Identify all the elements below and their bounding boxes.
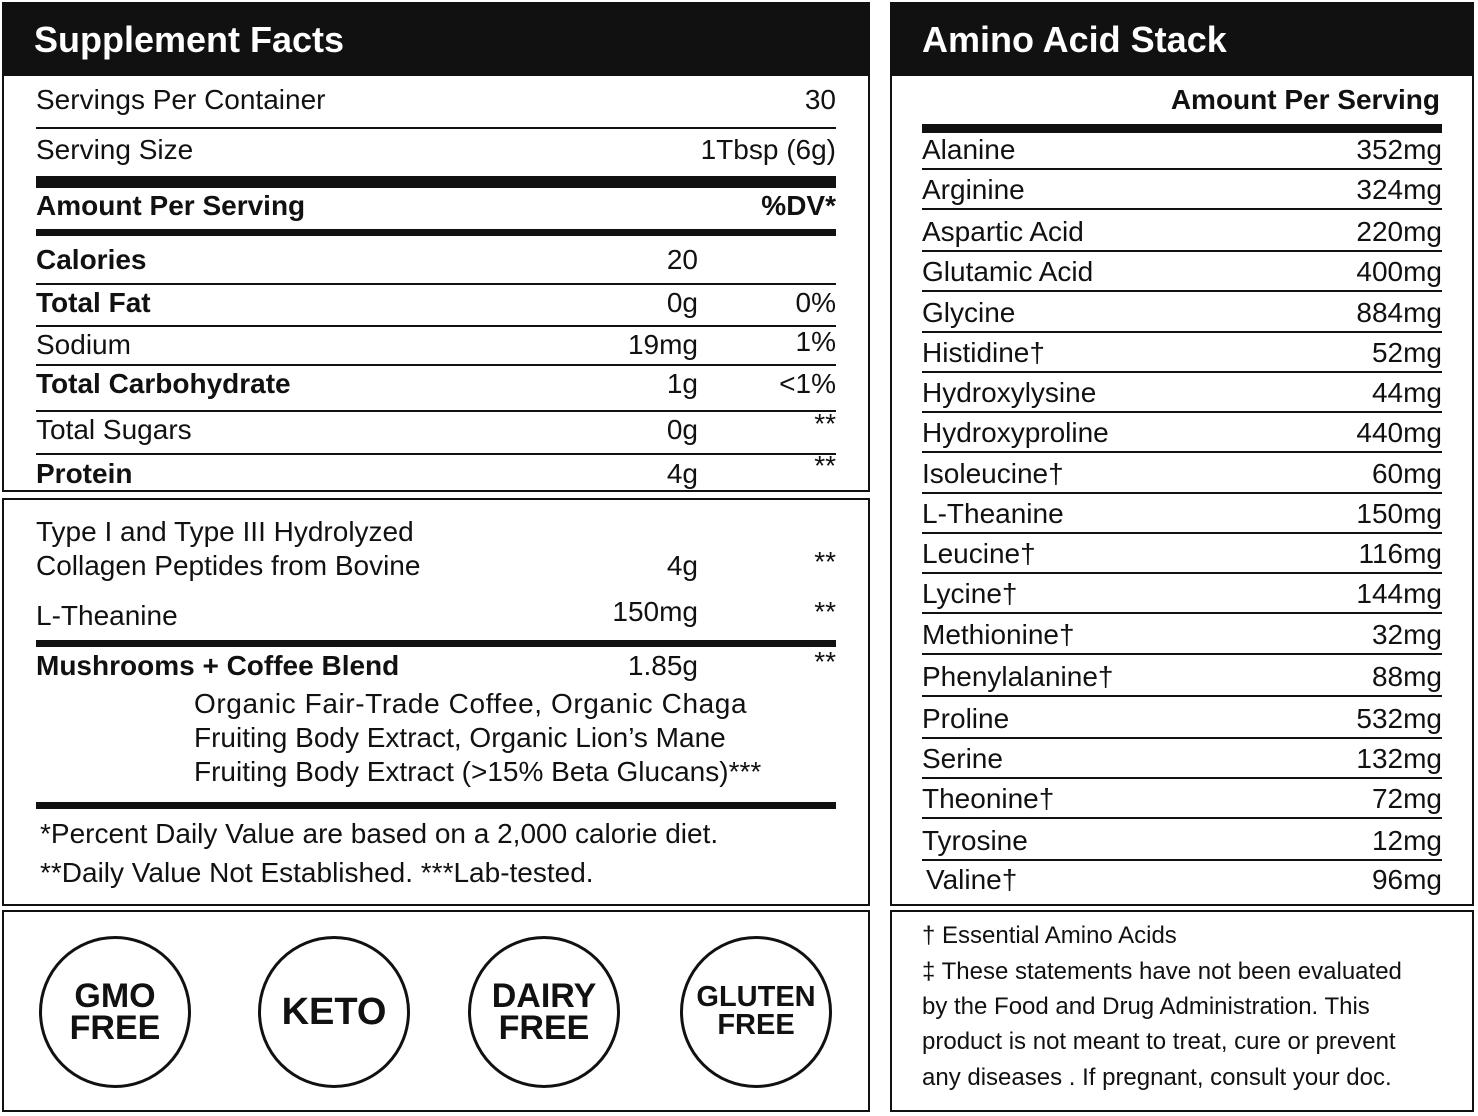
amino-name: Methionine†	[922, 619, 1075, 650]
blend-description-3: Fruiting Body Extract (>15% Beta Glucans)***	[194, 756, 762, 787]
amino-row	[922, 699, 1442, 739]
footnote-1: *Percent Daily Value are based on a 2,000 calorie diet.	[40, 818, 719, 849]
nutrient-name: Total Sugars	[36, 414, 192, 445]
collagen-line-1: Type I and Type III Hydrolyzed	[36, 516, 414, 547]
badge-line: GLUTEN	[696, 981, 816, 1014]
badges-panel	[2, 910, 870, 1112]
amino-name: Hydroxyproline	[922, 417, 1109, 448]
amino-amount: 72mg	[1371, 783, 1442, 814]
divider	[922, 290, 1442, 292]
amino-name: Glutamic Acid	[922, 256, 1094, 287]
amino-name: Phenylalanine†	[922, 661, 1114, 692]
amino-name: Alanine	[922, 134, 1016, 165]
divider	[36, 325, 836, 327]
disclaimer-panel	[890, 910, 1474, 1112]
theanine-dv: **	[814, 596, 836, 627]
gmo-free-badge	[39, 936, 191, 1088]
amino-row	[922, 373, 1442, 413]
blend-description-2: Fruiting Body Extract, Organic Lion’s Mane	[194, 722, 726, 753]
amino-amount: 150mg	[1356, 498, 1442, 529]
nutrient-dv: **	[814, 450, 836, 481]
nutrient-dv: <1%	[779, 368, 836, 399]
thick-divider	[36, 640, 836, 647]
amino-row	[922, 739, 1442, 779]
nutrient-amount: 4g	[666, 458, 698, 489]
nutrient-name: Calories	[36, 244, 147, 275]
essential-amino-note: † Essential Amino Acids	[922, 922, 1177, 949]
nutrient-amount: 0g	[666, 287, 698, 318]
supplement-facts-panel	[2, 2, 870, 492]
divider	[36, 453, 836, 455]
amino-amount: 32mg	[1371, 619, 1442, 650]
amino-name: Aspartic Acid	[922, 216, 1084, 247]
collagen-line-2: Collagen Peptides from Bovine	[36, 550, 421, 581]
amino-amount: 60mg	[1371, 458, 1442, 489]
divider	[36, 364, 836, 366]
nutrient-name: Total Carbohydrate	[36, 368, 291, 399]
blend-name: Mushrooms + Coffee Blend	[36, 650, 400, 681]
fda-disclaimer-line-1: ‡ These statements have not been evaluated	[922, 958, 1402, 985]
amino-name: Serine	[922, 743, 1003, 774]
amino-name: Theonine†	[922, 783, 1055, 814]
amino-amount: 132mg	[1356, 743, 1442, 774]
amino-amount: 116mg	[1358, 538, 1442, 569]
amino-amount: 144mg	[1356, 578, 1442, 609]
amino-name: Isoleucine†	[922, 458, 1064, 489]
fda-disclaimer-line-2: by the Food and Drug Administration. This	[922, 993, 1370, 1020]
collagen-dv: **	[814, 546, 836, 577]
amino-row	[922, 860, 1442, 900]
divider	[922, 451, 1442, 453]
amino-row	[922, 821, 1442, 861]
theanine-name: L-Theanine	[36, 600, 178, 631]
amino-name: Proline	[922, 703, 1010, 734]
nutrient-name: Sodium	[36, 329, 131, 360]
dv-header: %DV*	[761, 190, 836, 221]
amino-amount: 52mg	[1371, 337, 1442, 368]
nutrient-name: Total Fat	[36, 287, 151, 318]
nutrient-dv: 0%	[795, 287, 836, 318]
serving-size-value: 1Tbsp (6g)	[700, 134, 836, 165]
nutrient-amount: 0g	[666, 414, 698, 445]
amino-amount-header: Amount Per Serving	[1170, 84, 1440, 115]
thick-divider	[36, 176, 836, 188]
blend-amount: 1.85g	[627, 650, 698, 681]
amino-amount: 440mg	[1356, 417, 1442, 448]
amino-amount: 88mg	[1371, 661, 1442, 692]
amino-acid-panel	[890, 2, 1474, 906]
theanine-amount: 150mg	[612, 596, 698, 627]
amino-name: Tyrosine	[922, 825, 1028, 856]
divider	[922, 695, 1442, 697]
amino-name: L-Theanine	[922, 498, 1064, 529]
amino-name: Hydroxylysine	[922, 377, 1097, 408]
divider	[36, 283, 836, 285]
amino-amount: 220mg	[1356, 216, 1442, 247]
amino-name: Histidine†	[922, 337, 1045, 368]
thick-divider	[36, 802, 836, 809]
keto-badge	[258, 936, 410, 1088]
fda-disclaimer-line-4: any diseases . If pregnant, consult your doc.	[922, 1064, 1392, 1091]
nutrient-amount: 20	[666, 244, 698, 275]
blend-description-1: Organic Fair-Trade Coffee, Organic Chaga	[194, 688, 748, 719]
amino-row	[922, 130, 1442, 170]
nutrient-dv: **	[814, 408, 836, 439]
amino-row	[922, 333, 1442, 373]
amino-name: Arginine	[922, 174, 1025, 205]
divider	[922, 208, 1442, 210]
amino-amount: 884mg	[1356, 297, 1442, 328]
divider	[922, 612, 1442, 614]
amino-row	[922, 534, 1442, 574]
divider	[922, 653, 1442, 655]
divider	[922, 817, 1442, 819]
amino-row	[922, 293, 1442, 333]
gluten-free-badge	[680, 936, 832, 1088]
badge-line: GMO	[74, 976, 156, 1015]
nutrient-amount: 1g	[666, 368, 698, 399]
amino-amount: 352mg	[1356, 134, 1442, 165]
ingredients-panel	[2, 498, 870, 906]
amount-per-serving-header: Amount Per Serving	[36, 190, 306, 221]
badge-line: DAIRY	[491, 976, 597, 1015]
divider	[36, 127, 836, 129]
amino-row	[922, 212, 1442, 252]
dairy-free-badge	[468, 936, 620, 1088]
amino-amount: 44mg	[1371, 377, 1442, 408]
amino-row	[922, 413, 1442, 453]
collagen-amount: 4g	[666, 550, 698, 581]
amino-amount: 96mg	[1371, 864, 1442, 895]
badge-line: FREE	[69, 1009, 161, 1047]
blend-dv: **	[814, 646, 836, 677]
nutrient-dv: 1%	[795, 326, 836, 357]
amino-amount: 532mg	[1356, 703, 1442, 734]
badge-line: FREE	[717, 1009, 795, 1041]
medium-divider	[36, 229, 836, 236]
nutrient-amount: 19mg	[627, 329, 698, 360]
amino-name: Glycine	[922, 297, 1016, 328]
badge-line: FREE	[498, 1009, 590, 1047]
amino-row	[922, 779, 1442, 819]
amino-row	[922, 574, 1442, 614]
amino-row	[922, 454, 1442, 494]
amino-amount: 324mg	[1356, 174, 1442, 205]
badge-line: KETO	[281, 990, 387, 1033]
servings-label: Servings Per Container	[36, 84, 326, 115]
amino-acid-title: Amino Acid Stack	[892, 4, 1472, 76]
footnote-2: **Daily Value Not Established. ***Lab-tested.	[40, 857, 594, 888]
amino-amount: 400mg	[1356, 256, 1442, 287]
amino-row	[922, 494, 1442, 534]
amino-row	[922, 657, 1442, 697]
amino-name: Lycine†	[922, 578, 1018, 609]
serving-size-label: Serving Size	[36, 134, 194, 165]
divider	[36, 410, 836, 412]
supplement-facts-title: Supplement Facts	[4, 4, 868, 76]
amino-name: Valine†	[926, 864, 1018, 895]
amino-row	[922, 615, 1442, 655]
amino-amount: 12mg	[1371, 825, 1442, 856]
servings-value: 30	[804, 84, 836, 115]
amino-row	[922, 170, 1442, 210]
fda-disclaimer-line-3: product is not meant to treat, cure or prevent	[922, 1028, 1396, 1055]
amino-row	[922, 252, 1442, 292]
amino-name: Leucine†	[922, 538, 1036, 569]
nutrient-name: Protein	[36, 458, 133, 489]
